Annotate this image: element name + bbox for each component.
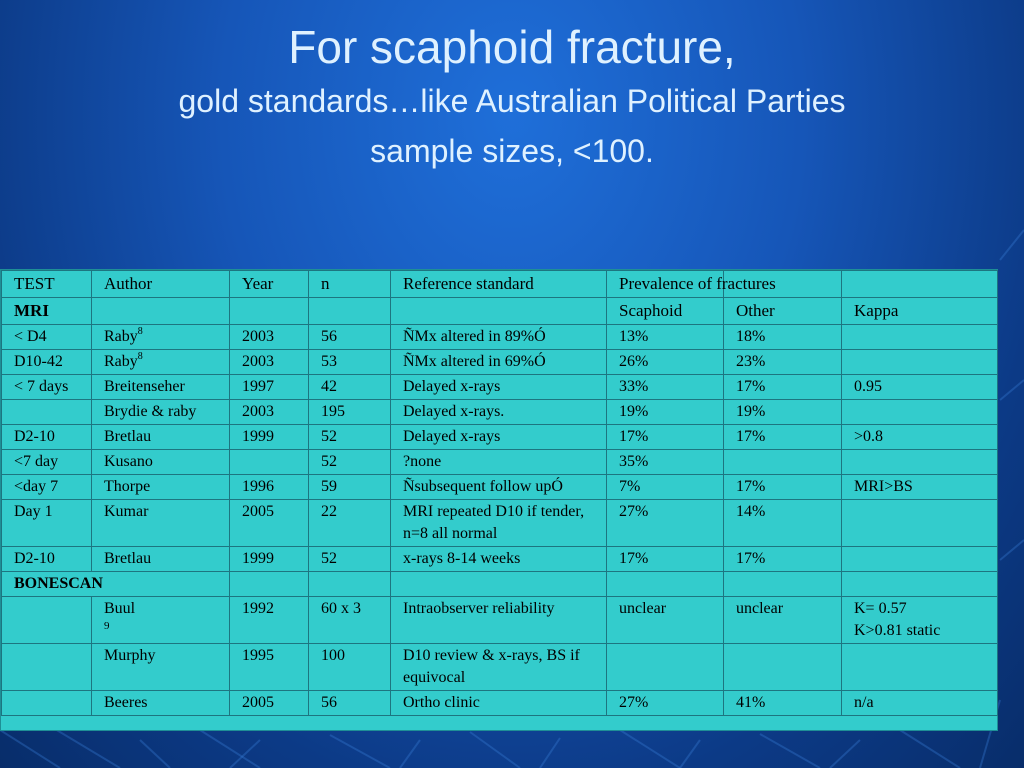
subheader-kappa: Kappa (842, 298, 998, 325)
other-cell: 14% (724, 500, 842, 547)
scaphoid-cell: 33% (607, 375, 724, 400)
kappa-cell (842, 325, 998, 350)
author-name: Kusano (104, 453, 153, 470)
scaphoid-cell: 35% (607, 450, 724, 475)
reference-cell: x-rays 8-14 weeks (391, 547, 607, 572)
subheader-other: Other (724, 298, 842, 325)
scaphoid-cell: 17% (607, 425, 724, 450)
author-name: Brydie & raby (104, 403, 197, 420)
title-subtitle-line-2: sample sizes, <100. (370, 133, 654, 169)
empty-cell (92, 298, 230, 325)
year-cell: 1992 (230, 597, 309, 644)
author-name: Raby (104, 328, 138, 345)
kappa-value: K= 0.57 (854, 600, 907, 617)
empty-cell (230, 298, 309, 325)
bonescan-section-label: BONESCAN (2, 572, 230, 597)
author-cell (92, 644, 230, 691)
test-cell: <day 7 (2, 475, 92, 500)
author-name: Beeres (104, 694, 148, 711)
kappa-cell (842, 400, 998, 425)
year-cell: 1997 (230, 375, 309, 400)
empty-cell (391, 572, 607, 597)
other-cell: 18% (724, 325, 842, 350)
kappa-cell: MRI>BS (842, 475, 998, 500)
reference-superscript: 8 (137, 326, 143, 337)
studies-table (1, 270, 998, 716)
test-cell: D2-10 (2, 425, 92, 450)
year-cell: 1995 (230, 644, 309, 691)
header-author: Author (92, 271, 230, 298)
kappa-cell (842, 547, 998, 572)
n-cell: 52 (309, 547, 391, 572)
kappa-cell: n/a (842, 691, 998, 716)
header-n: n (309, 271, 391, 298)
author-cell (92, 500, 230, 547)
reference-note: 9 (104, 620, 110, 632)
reference-cell: D10 review & x-rays, BS if equivocal (391, 644, 607, 691)
reference-cell: MRI repeated D10 if tender, n=8 all normal (391, 500, 607, 547)
other-cell: 17% (724, 547, 842, 572)
mri-study-row (2, 375, 998, 400)
bonescan-study-row (2, 597, 998, 644)
test-cell: Day 1 (2, 500, 92, 547)
reference-cell: Intraobserver reliability (391, 597, 607, 644)
author-cell (92, 350, 230, 375)
author-name: Raby (104, 353, 138, 370)
year-cell: 2003 (230, 400, 309, 425)
author-cell (92, 325, 230, 350)
scaphoid-cell: 19% (607, 400, 724, 425)
empty-cell (391, 298, 607, 325)
reference-cell: Delayed x-rays (391, 425, 607, 450)
author-cell (92, 597, 230, 644)
other-cell: 41% (724, 691, 842, 716)
author-cell (92, 375, 230, 400)
author-name: Murphy (104, 647, 156, 664)
year-cell: 2005 (230, 500, 309, 547)
mri-study-row (2, 475, 998, 500)
other-cell: unclear (724, 597, 842, 644)
test-cell: <7 day (2, 450, 92, 475)
title-subtitle-line-1: gold standards…like Australian Political Parties (178, 83, 846, 119)
n-cell: 52 (309, 450, 391, 475)
slide-title (0, 18, 1024, 176)
mri-study-row (2, 547, 998, 572)
year-cell: 1999 (230, 547, 309, 572)
other-cell: 17% (724, 425, 842, 450)
bonescan-study-row (2, 691, 998, 716)
header-reference-standard: Reference standard (391, 271, 607, 298)
title-main: For scaphoid fracture, (288, 21, 736, 73)
n-cell: 52 (309, 425, 391, 450)
n-cell: 59 (309, 475, 391, 500)
scaphoid-cell: 17% (607, 547, 724, 572)
author-cell (92, 547, 230, 572)
author-cell (92, 450, 230, 475)
mri-section-row (2, 298, 998, 325)
n-cell: 195 (309, 400, 391, 425)
test-cell (2, 644, 92, 691)
scaphoid-cell: unclear (607, 597, 724, 644)
kappa-cell (842, 644, 998, 691)
other-cell (724, 450, 842, 475)
mri-study-row (2, 450, 998, 475)
reference-cell: Delayed x-rays (391, 375, 607, 400)
reference-cell: Delayed x-rays. (391, 400, 607, 425)
year-cell: 2003 (230, 325, 309, 350)
header-test: TEST (2, 271, 92, 298)
test-cell: < 7 days (2, 375, 92, 400)
author-cell (92, 475, 230, 500)
test-cell: D10-42 (2, 350, 92, 375)
reference-cell: ÑMx altered in 69%Ó (391, 350, 607, 375)
n-cell: 56 (309, 325, 391, 350)
studies-table-panel (0, 269, 998, 731)
kappa-cell: >0.8 (842, 425, 998, 450)
scaphoid-cell: 27% (607, 691, 724, 716)
reference-cell: Ñsubsequent follow upÓ (391, 475, 607, 500)
other-cell: 17% (724, 475, 842, 500)
header-empty (842, 271, 998, 298)
header-year: Year (230, 271, 309, 298)
author-name: Buul (104, 600, 136, 617)
reference-cell: Ortho clinic (391, 691, 607, 716)
mri-study-row (2, 425, 998, 450)
mri-study-row (2, 325, 998, 350)
year-cell: 2003 (230, 350, 309, 375)
other-cell: 23% (724, 350, 842, 375)
scaphoid-cell: 7% (607, 475, 724, 500)
year-cell: 2005 (230, 691, 309, 716)
reference-superscript: 8 (137, 351, 143, 362)
author-cell (92, 691, 230, 716)
n-cell: 60 x 3 (309, 597, 391, 644)
empty-cell (309, 298, 391, 325)
kappa-cell (842, 450, 998, 475)
kappa-cell (842, 350, 998, 375)
empty-cell (842, 572, 998, 597)
n-cell: 53 (309, 350, 391, 375)
scaphoid-cell: 27% (607, 500, 724, 547)
author-name: Thorpe (104, 478, 151, 495)
other-cell: 17% (724, 375, 842, 400)
year-cell (230, 450, 309, 475)
empty-cell (230, 572, 309, 597)
kappa-value-static: K>0.81 static (854, 622, 941, 639)
mri-study-row (2, 400, 998, 425)
header-prevalence: Prevalence of fractures (607, 271, 724, 298)
author-name: Bretlau (104, 428, 152, 445)
bonescan-section-row (2, 572, 998, 597)
kappa-cell: 0.95 (842, 375, 998, 400)
n-cell: 56 (309, 691, 391, 716)
n-cell: 100 (309, 644, 391, 691)
table-header-row (2, 271, 998, 298)
scaphoid-cell: 13% (607, 325, 724, 350)
test-cell (2, 691, 92, 716)
n-cell: 22 (309, 500, 391, 547)
scaphoid-cell (607, 644, 724, 691)
kappa-cell (842, 597, 998, 644)
reference-cell: ÑMx altered in 89%Ó (391, 325, 607, 350)
reference-cell: ?none (391, 450, 607, 475)
subheader-scaphoid: Scaphoid (607, 298, 724, 325)
other-cell (724, 644, 842, 691)
n-cell: 42 (309, 375, 391, 400)
test-cell (2, 400, 92, 425)
mri-section-label: MRI (2, 298, 92, 325)
empty-cell (724, 572, 842, 597)
test-cell: D2-10 (2, 547, 92, 572)
author-cell (92, 400, 230, 425)
empty-cell (309, 572, 391, 597)
author-name: Bretlau (104, 550, 152, 567)
year-cell: 1999 (230, 425, 309, 450)
bonescan-study-row (2, 644, 998, 691)
other-cell: 19% (724, 400, 842, 425)
kappa-cell (842, 500, 998, 547)
author-name: Breitenseher (104, 378, 185, 395)
author-name: Kumar (104, 503, 149, 520)
test-cell (2, 597, 92, 644)
year-cell: 1996 (230, 475, 309, 500)
mri-study-row (2, 500, 998, 547)
mri-study-row (2, 350, 998, 375)
empty-cell (607, 572, 724, 597)
test-cell: < D4 (2, 325, 92, 350)
scaphoid-cell: 26% (607, 350, 724, 375)
author-cell (92, 425, 230, 450)
